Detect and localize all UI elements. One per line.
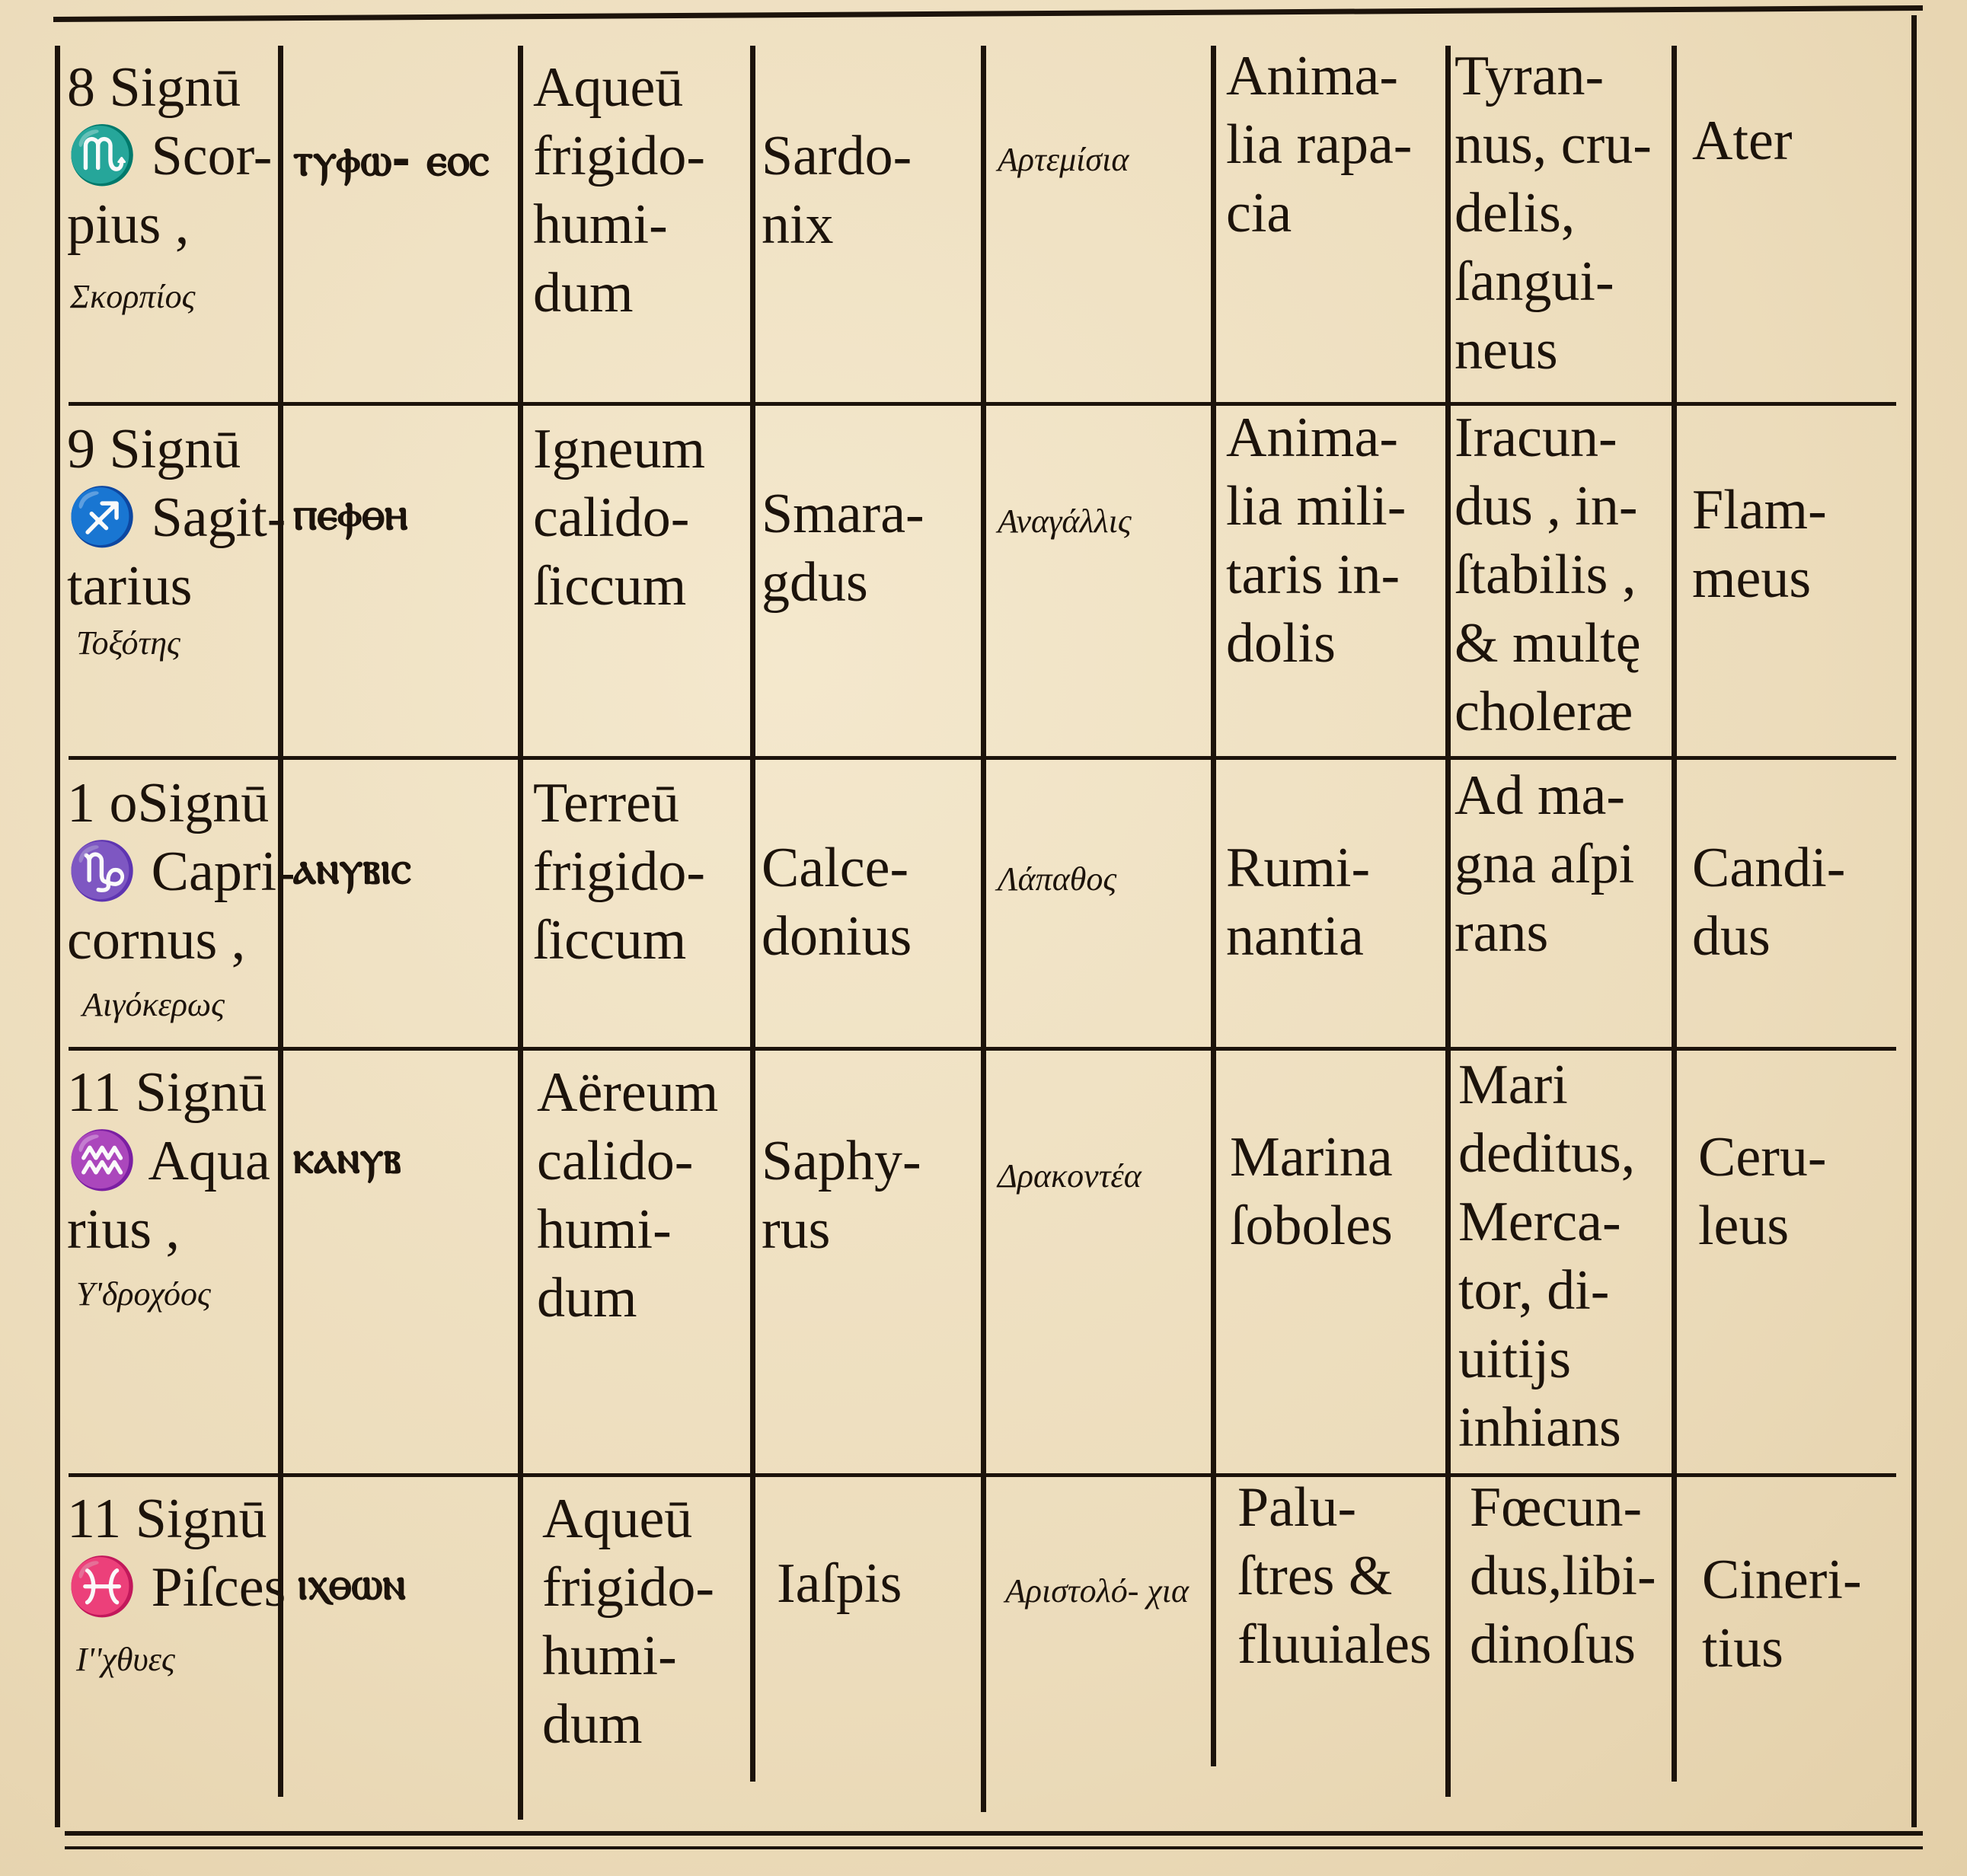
herba-cell: Αρτεμίσια xyxy=(998,141,1129,178)
signum-cell: 11 Signū ♓ Piſces xyxy=(67,1488,286,1619)
column-rule xyxy=(1672,46,1677,1782)
gemma-cell: Smara- gdus xyxy=(762,483,924,614)
color-cell: Ater xyxy=(1692,110,1793,172)
column-rule xyxy=(1445,46,1451,1797)
mores-cell: Fœcun- dus,libi- dinoſus xyxy=(1470,1476,1656,1676)
animalia-cell: Rumi- nantia xyxy=(1226,837,1371,968)
elementum-cell: Aqueū frigido- humi- dum xyxy=(533,56,706,324)
coptic-name-cell: ⲁⲛⲩⲃⲓⲥ xyxy=(293,841,411,895)
mores-cell: Ad ma- gna aſpi rans xyxy=(1454,764,1635,964)
signum-cell: 1 oSignū ♑ Capri- cornus , xyxy=(67,772,295,972)
signum-cell: 11 Signū ♒ Aqua rius , xyxy=(67,1061,270,1261)
coptic-name-cell: ⲕⲁⲛⲩⲃ xyxy=(293,1131,401,1184)
gemma-cell: Iaſpis xyxy=(777,1552,902,1615)
animalia-cell: Palu- ſtres & fluuiales xyxy=(1237,1476,1432,1676)
animalia-cell: Anima- lia rapa- cia xyxy=(1226,45,1413,244)
animalia-cell: Marina ſoboles xyxy=(1230,1126,1393,1257)
table-bottom-rule xyxy=(65,1831,1923,1836)
color-cell: Ceru- leus xyxy=(1698,1126,1827,1257)
elementum-cell: Igneum calido- ſiccum xyxy=(533,418,706,617)
table-top-rule xyxy=(53,5,1923,22)
coptic-name-cell: ⲡⲉⲫⲑⲏ xyxy=(293,487,408,541)
column-rule xyxy=(750,46,755,1782)
column-rule xyxy=(981,46,986,1812)
signum-cell: 9 Signū ♐ Sagit- tarius xyxy=(67,418,286,617)
elementum-cell: Terreū frigido- ſiccum xyxy=(533,772,706,972)
column-rule xyxy=(1911,15,1917,1827)
elementum-cell: Aëreum calido- humi- dum xyxy=(537,1061,719,1329)
column-rule xyxy=(55,46,60,1827)
mores-cell: Tyran- nus, cru- delis, ſangui- neus xyxy=(1454,45,1652,381)
column-rule xyxy=(1211,46,1216,1766)
signum-greek: Σκορπίος xyxy=(70,278,196,315)
signum-greek: Τοξότης xyxy=(76,624,180,662)
gemma-cell: Saphy- rus xyxy=(762,1130,921,1261)
mores-cell: Iracun- dus , in- ſtabilis , & multę choleræ xyxy=(1454,407,1641,743)
table-bottom-rule-thin xyxy=(65,1846,1923,1849)
column-rule xyxy=(518,46,523,1820)
animalia-cell: Anima- lia mili- taris in- dolis xyxy=(1226,407,1407,675)
signum-greek: Αιγόκερως xyxy=(82,986,225,1023)
elementum-cell: Aqueū frigido- humi- dum xyxy=(542,1488,715,1756)
color-cell: Flam- meus xyxy=(1692,479,1827,610)
row-rule xyxy=(69,756,1896,760)
herba-cell: Αριστολό- χια xyxy=(1005,1572,1189,1610)
signum-cell: 8 Signū ♏ Scor- pius , xyxy=(67,56,273,256)
gemma-cell: Calce- donius xyxy=(762,837,912,968)
herba-cell: Αναγάλλις xyxy=(998,502,1132,540)
herba-cell: Δρακοντέα xyxy=(998,1157,1142,1195)
mores-cell: Mari deditus, Merca- tor, di- uitijs inhians xyxy=(1458,1054,1636,1459)
color-cell: Candi- dus xyxy=(1692,837,1846,968)
coptic-name-cell: ⲓⲭⲑⲱⲛ xyxy=(297,1557,406,1610)
herba-cell: Λάπαθος xyxy=(998,860,1117,898)
signum-greek: Ι''χθυες xyxy=(76,1641,175,1678)
coptic-name-cell: ⲧⲩⲫⲱ- ⲉⲟⲥ xyxy=(293,133,490,187)
color-cell: Cineri- tius xyxy=(1702,1549,1862,1680)
signum-greek: Υ'δροχόος xyxy=(76,1275,211,1313)
gemma-cell: Sardo- nix xyxy=(762,125,912,256)
